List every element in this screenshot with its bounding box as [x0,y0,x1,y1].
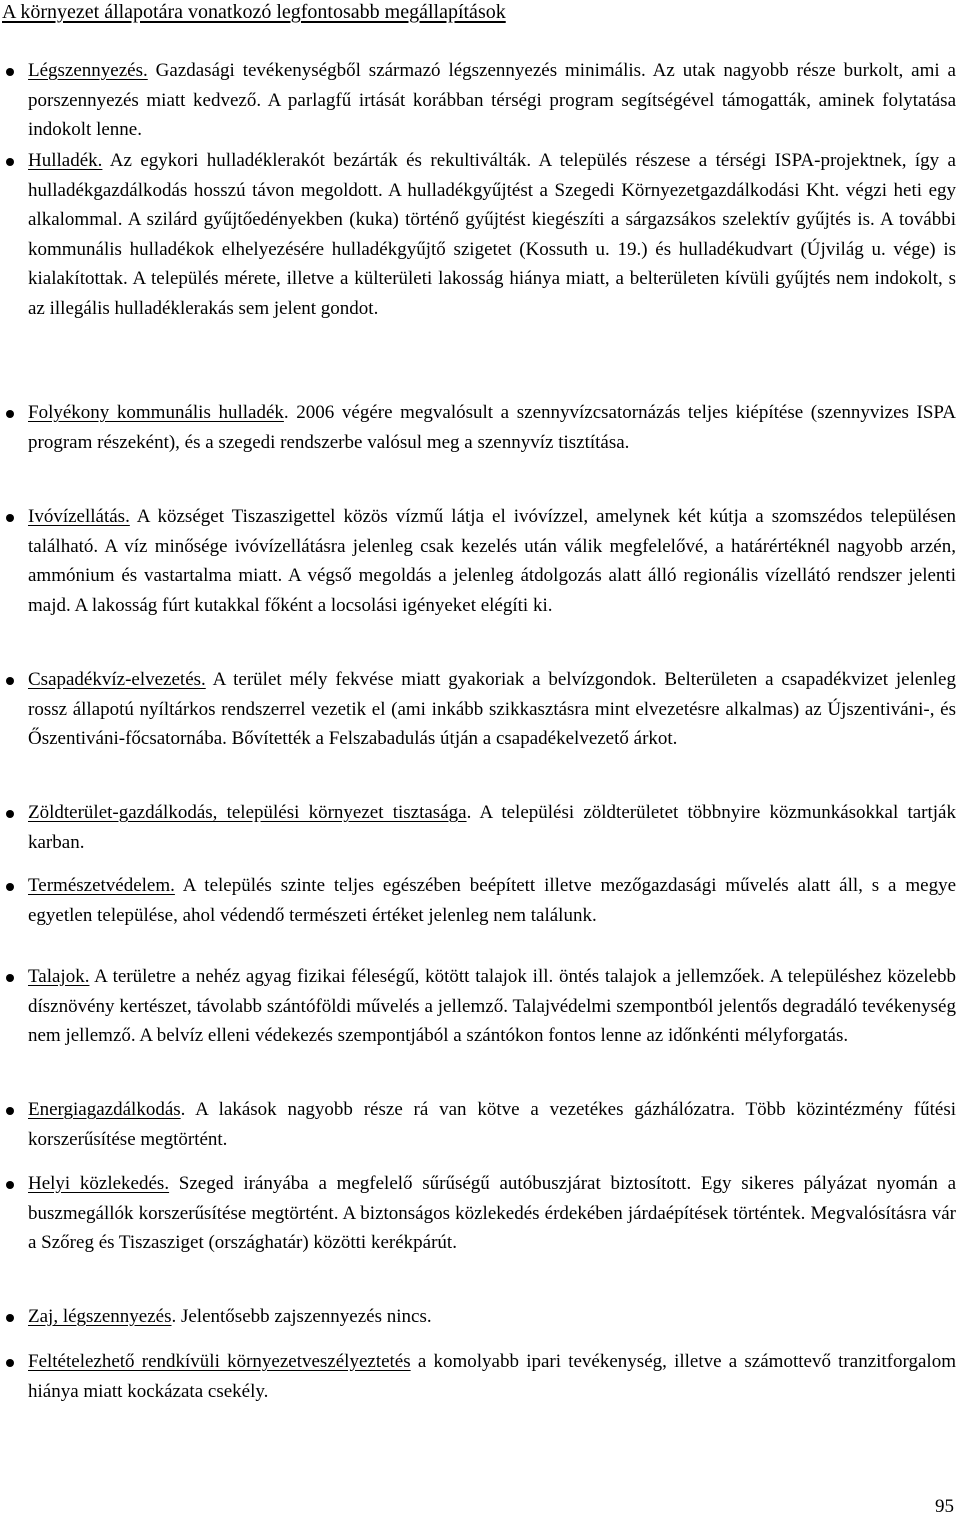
item-text: A település szinte teljes egészében beépített illetve mezőgazdasági művelés alatt áll, s a megye egyetlen települése, ahol védendő természeti értéket jelenleg nem találunk. [28,875,956,926]
item-heading: Talajok. [28,966,90,987]
item-heading: Energiagazdálkodás [28,1099,181,1120]
bullet-icon [6,883,14,891]
bullet-icon [6,810,14,818]
bullet-icon [6,68,14,76]
bullet-icon [6,514,14,522]
list-item-rainwater-drainage [28,665,956,754]
item-text: A területre a nehéz agyag fizikai féleségű, kötött talajok ill. öntés talajok a jellemzőek. A településhez közelebb dísznövény kertészet, távolabb szántóföldi művelés a jellemző. Talajvédelmi szempontból jelentős degradáló tevékenység nem jellemző. A belvíz elleni védekezés szempontjából a szántókon fontos lenne az időnkénti mélyforgatás. [28,966,956,1047]
item-heading: Légszennyezés. [28,60,148,81]
list-item-nature-protection [28,871,956,930]
bullet-icon [6,974,14,982]
item-heading: Ivóvízellátás. [28,506,130,527]
item-text: A községet Tiszaszigettel közös vízmű látja el ivóvízzel, amelynek két kútja a szomszédos településen található. A víz minősége ivóvízellátásra jelenleg csak kezelés után válik megfelelővé, a határértéknél nagyobb arzén, ammónium és vastartalma miatt. A végső megoldás a jelenleg átdolgozás alatt álló regionális vízellátó rendszer jelenti majd. A lakosság fúrt kutakkal főként a locsolási igényeket elégíti ki. [28,506,956,616]
bullet-icon [6,158,14,166]
bullet-icon [6,1359,14,1367]
bullet-icon [6,1107,14,1115]
item-heading: Feltételezhető rendkívüli környezetveszélyeztetés [28,1351,411,1372]
item-text: . A települési zöldterületet többnyire közmunkásokkal tartják karban. [28,802,956,853]
list-item-noise [28,1302,956,1332]
list-item-waste [28,146,956,324]
list-item-soils [28,962,956,1051]
list-item-environmental-hazard [28,1347,956,1406]
item-heading: Zaj, légszennyezés [28,1306,172,1327]
item-heading: Folyékony kommunális hulladék [28,402,284,423]
list-item-drinking-water [28,502,956,620]
list-item-local-transport [28,1169,956,1258]
item-text: . Jelentősebb zajszennyezés nincs. [171,1306,432,1327]
item-text: a komolyabb ipari tevékenység, illetve a számottevő tranzitforgalom hiánya miatt kockázata csekély. [28,1351,956,1402]
item-text: . A lakások nagyobb része rá van kötve a vezetékes gázhálózatra. Több közintézmény fűtési korszerűsítése megtörtént. [28,1099,956,1150]
page-number: 95 [935,1496,954,1517]
page-title: A környezet állapotára vonatkozó legfontosabb megállapítások [2,1,506,23]
item-text: . 2006 végére megvalósult a szennyvízcsatornázás teljes kiépítése (szennyvizes ISPA program részeként), és a szegedi rendszerbe valósul meg a szennyvíz tisztítása. [28,402,956,453]
item-heading: Zöldterület-gazdálkodás, települési környezet tisztasága [28,802,467,823]
bullet-icon [6,410,14,418]
list-item-air-pollution [28,56,956,145]
item-heading: Természetvédelem. [28,875,175,896]
item-text: A terület mély fekvése miatt gyakoriak a belvízgondok. Belterületen a csapadékvizet jelenleg rossz állapotú nyíltárkos rendszerrel vezetik el (ami inkább szikkasztásra mint elvezetésre alkalmas) az Újszentiváni-, és Őszentiváni-főcsatornába. Bővítették a Felszabadulás útján a csapadékelvezető árkot. [28,669,956,750]
item-text: Szeged irányába a megfelelő sűrűségű autóbuszjárat biztosított. Egy sikeres pályázat nyomán a buszmegállók korszerűsítése megtörtént. A biztonságos közlekedés érdekében járdaépítések történtek. Megvalósításra vár a Szőreg és Tiszasziget (országhatár) közötti kerékpárút. [28,1173,957,1254]
list-item-energy [28,1095,956,1154]
bullet-icon [6,677,14,685]
item-text: Az egykori hulladéklerakót bezárták és rekultiválták. A település részese a térségi ISPA-projektnek, így a hulladékgazdálkodás hosszú távon megoldott. A hulladékgyűjtést a Szegedi Környezetgazdálkodási Kht. végzi heti egy alkalommal. A szilárd gyűjtőedényekben (kuka) történő gyűjtést kiegészíti a sárgazsákos szelektív gyűjtés is. A további kommunális hulladékok elhelyezésére hulladékgyűjtő szigetet (Kossuth u. 19.) és hulladékudvart (Újvilág u. vége) is kialakítottak. A település mérete, illetve a külterületi lakosság hiánya miatt, a belterületen kívüli gyűjtés nem indokolt, s az illegális hulladéklerakás sem jelent gondot. [28,150,956,319]
item-heading: Csapadékvíz-elvezetés. [28,669,206,690]
bullet-icon [6,1314,14,1322]
list-item-liquid-waste [28,398,956,457]
item-text: Gazdasági tevékenységből származó légszennyezés minimális. Az utak nagyobb része burkolt, ami a porszennyezés miatt kedvező. A parlagfű irtását korábban térségi program segítségével támogatták, aminek folytatása indokolt lenne. [28,60,956,141]
list-item-green-areas [28,798,956,857]
item-heading: Hulladék. [28,150,103,171]
bullet-icon [6,1181,14,1189]
item-heading: Helyi közlekedés. [28,1173,170,1194]
